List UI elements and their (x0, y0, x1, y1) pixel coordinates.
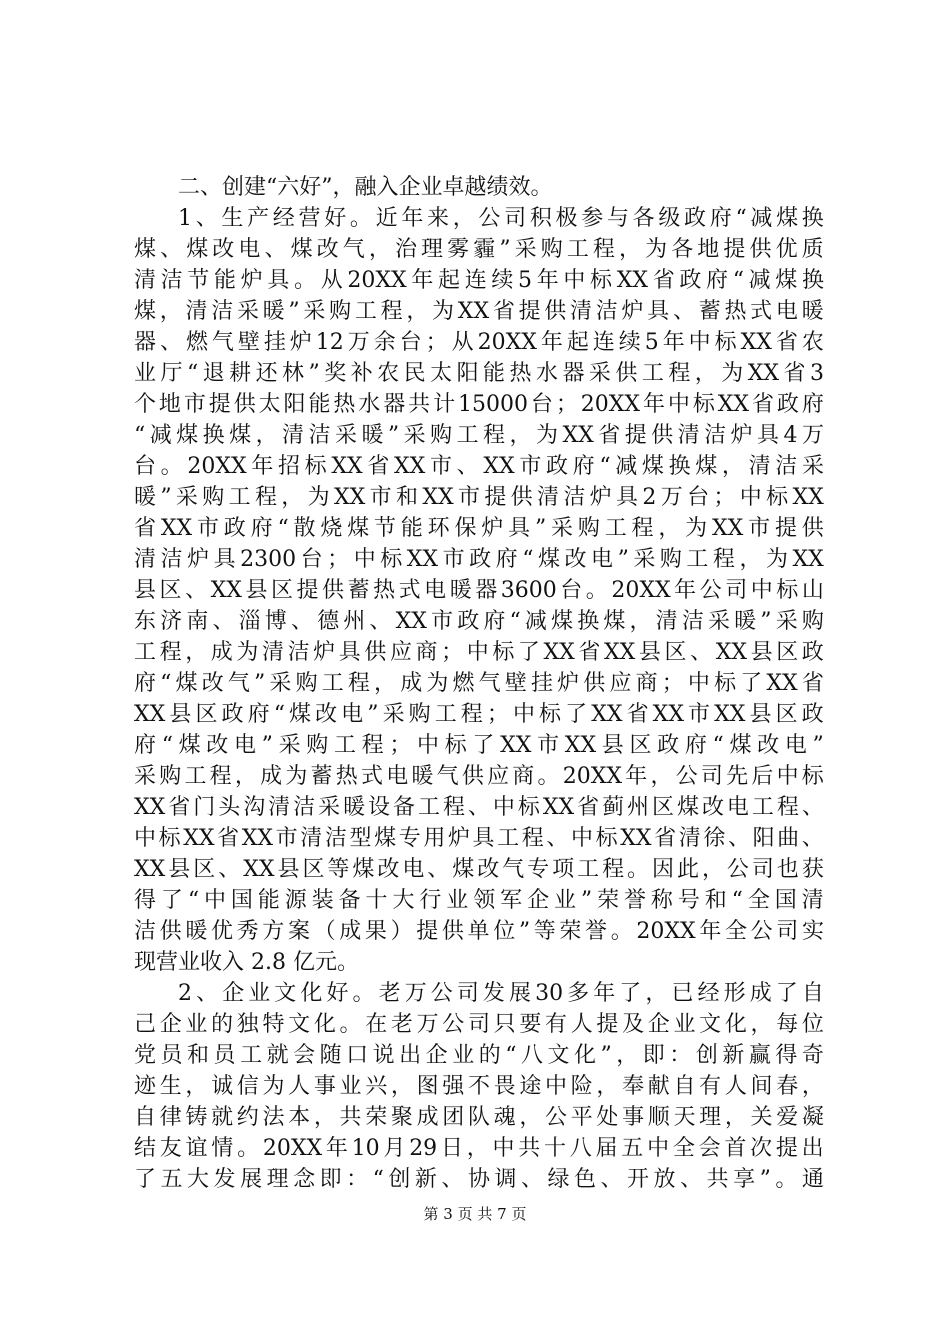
paragraph-line: 府 “ 煤 改 气 ” 采 购 工 程 ， 成 为 燃 气 壁 挂 炉 供 应 商 ； 中 标 了 XX 省 (134, 671, 824, 696)
paragraph-line: 己 企 业 的 独 特 文 化 。 在 老 万 公 司 只 要 有 人 提 及 企 业 文 化 ， 每 位 (134, 1012, 824, 1037)
paragraph-line: 府 “ 煤 改 电 ” 采 购 工 程 ； 中 标 了 XX 市 XX 县 区 政 府 “ 煤 改 电 ” (134, 733, 824, 758)
paragraph-line: 洁 供 暖 优 秀 方 案 （ 成 果 ） 提 供 单 位 ” 等 荣 誉 。 20XX 年 全 公 司 实 (134, 919, 824, 944)
paragraph-line: 台 。 20XX 年 招 标 XX 省 XX 市 、 XX 市 政 府 “ 减 煤 换 煤 ， 清 洁 采 (134, 454, 824, 479)
paragraph-line: 2 、 企 业 文 化 好 。 老 万 公 司 发 展 30 多 年 了 ， 已 经 形 成 了 自 (178, 981, 824, 1006)
paragraph-line: 东 济 南 、 淄 博 、 德 州 、 XX 市 政 府 “ 减 煤 换 煤 ， 清 洁 采 暖 ” 采 购 (134, 609, 824, 634)
paragraph-line: 清 洁 炉 具 2300 台 ； 中 标 XX 市 政 府 “ 煤 改 电 ” 采 购 工 程 ， 为 XX (134, 547, 824, 572)
paragraph-line: 现营业收入 2.8 亿元。 (134, 950, 359, 975)
paragraph-line: 工 程 ， 成 为 清 洁 炉 具 供 应 商 ； 中 标 了 XX 省 XX 县 区 、 XX 县 区 政 (134, 640, 824, 665)
paragraph-line: 煤 、 煤 改 电 、 煤 改 气 ， 治 理 雾 霾 ” 采 购 工 程 ， 为 各 地 提 供 优 质 (134, 237, 824, 262)
document-body (134, 172, 824, 1195)
paragraph-line: “ 减 煤 换 煤 ， 清 洁 采 暖 ” 采 购 工 程 ， 为 XX 省 提 供 清 洁 炉 具 4 万 (134, 423, 824, 448)
paragraph-line: 迹 生 ， 诚 信 为 人 事 业 兴 ， 图 强 不 畏 途 中 险 ， 奉 献 自 有 人 间 春 ， (134, 1074, 824, 1099)
paragraph-line: 省 XX 市 政 府 “ 散 烧 煤 节 能 环 保 炉 具 ” 采 购 工 程 ， 为 XX 市 提 供 (134, 516, 824, 541)
paragraph-line: 器 、 燃 气 壁 挂 炉 12 万 余 台 ； 从 20XX 年 起 连 续 5 年 中 标 XX 省 农 (134, 330, 824, 355)
paragraph-line: 暖 ” 采 购 工 程 ， 为 XX 市 和 XX 市 提 供 清 洁 炉 具 2 万 台 ； 中 标 XX (134, 485, 824, 510)
paragraph-line: 自 律 铸 就 约 法 本 ， 共 荣 聚 成 团 队 魂 ， 公 平 处 事 顺 天 理 ， 关 爱 凝 (134, 1105, 824, 1130)
paragraph-line: 党 员 和 员 工 就 会 随 口 说 出 企 业 的 “ 八 文 化 ” ， 即 ： 创 新 赢 得 奇 (134, 1043, 824, 1068)
paragraph-line: 了 五 大 发 展 理 念 即 ： “ 创 新 、 协 调 、 绿 色 、 开 放 、 共 享 ” 。 通 (134, 1167, 824, 1192)
paragraph-line: XX 县 区 、 XX 县 区 等 煤 改 电 、 煤 改 气 专 项 工 程 。 因 此 ， 公 司 也 获 (134, 857, 824, 882)
paragraph-line: 县 区 、 XX 县 区 提 供 蓄 热 式 电 暖 器 3600 台 。 20XX 年 公 司 中 标 山 (134, 578, 824, 603)
paragraph-line: 业 厅 “ 退 耕 还 林 ” 奖 补 农 民 太 阳 能 热 水 器 采 供 工 程 ， 为 XX 省 3 (134, 361, 824, 386)
paragraph-line: 中 标 XX 省 XX 市 清 洁 型 煤 专 用 炉 具 工 程 、 中 标 XX 省 清 徐 、 阳 曲 、 (134, 826, 824, 851)
page-number-footer: 第 3 页 共 7 页 (423, 1205, 527, 1223)
paragraph-line: XX 省 门 头 沟 清 洁 采 暖 设 备 工 程 、 中 标 XX 省 蓟 州 区 煤 改 电 工 程 、 (134, 795, 824, 820)
paragraph-line: 个 地 市 提 供 太 阳 能 热 水 器 共 计 15000 台 ； 20XX 年 中 标 XX 省 政 府 (134, 392, 824, 417)
paragraph-line: 1 、 生 产 经 营 好 。 近 年 来 ， 公 司 积 极 参 与 各 级 政 府 “ 减 煤 换 (178, 206, 824, 231)
paragraph-line: 煤 ， 清 洁 采 暖 ” 采 购 工 程 ， 为 XX 省 提 供 清 洁 炉 具 、 蓄 热 式 电 暖 (134, 299, 824, 324)
section-heading: 二、创建“六好”，融入企业卓越绩效。 (178, 175, 553, 200)
paragraph-line: 结 友 谊 情 。 20XX 年 10 月 29 日 ， 中 共 十 八 届 五 中 全 会 首 次 提 出 (134, 1136, 824, 1161)
paragraph-line: XX 县 区 政 府 “ 煤 改 电 ” 采 购 工 程 ； 中 标 了 XX 省 XX 市 XX 县 区 政 (134, 702, 824, 727)
paragraph-line: 清 洁 节 能 炉 具 。 从 20XX 年 起 连 续 5 年 中 标 XX 省 政 府 “ 减 煤 换 (134, 268, 824, 293)
paragraph-line: 采 购 工 程 ， 成 为 蓄 热 式 电 暖 气 供 应 商 。 20XX 年 ， 公 司 先 后 中 标 (134, 764, 824, 789)
paragraph-line: 得 了 “ 中 国 能 源 装 备 十 大 行 业 领 军 企 业 ” 荣 誉 称 号 和 “ 全 国 清 (134, 888, 824, 913)
